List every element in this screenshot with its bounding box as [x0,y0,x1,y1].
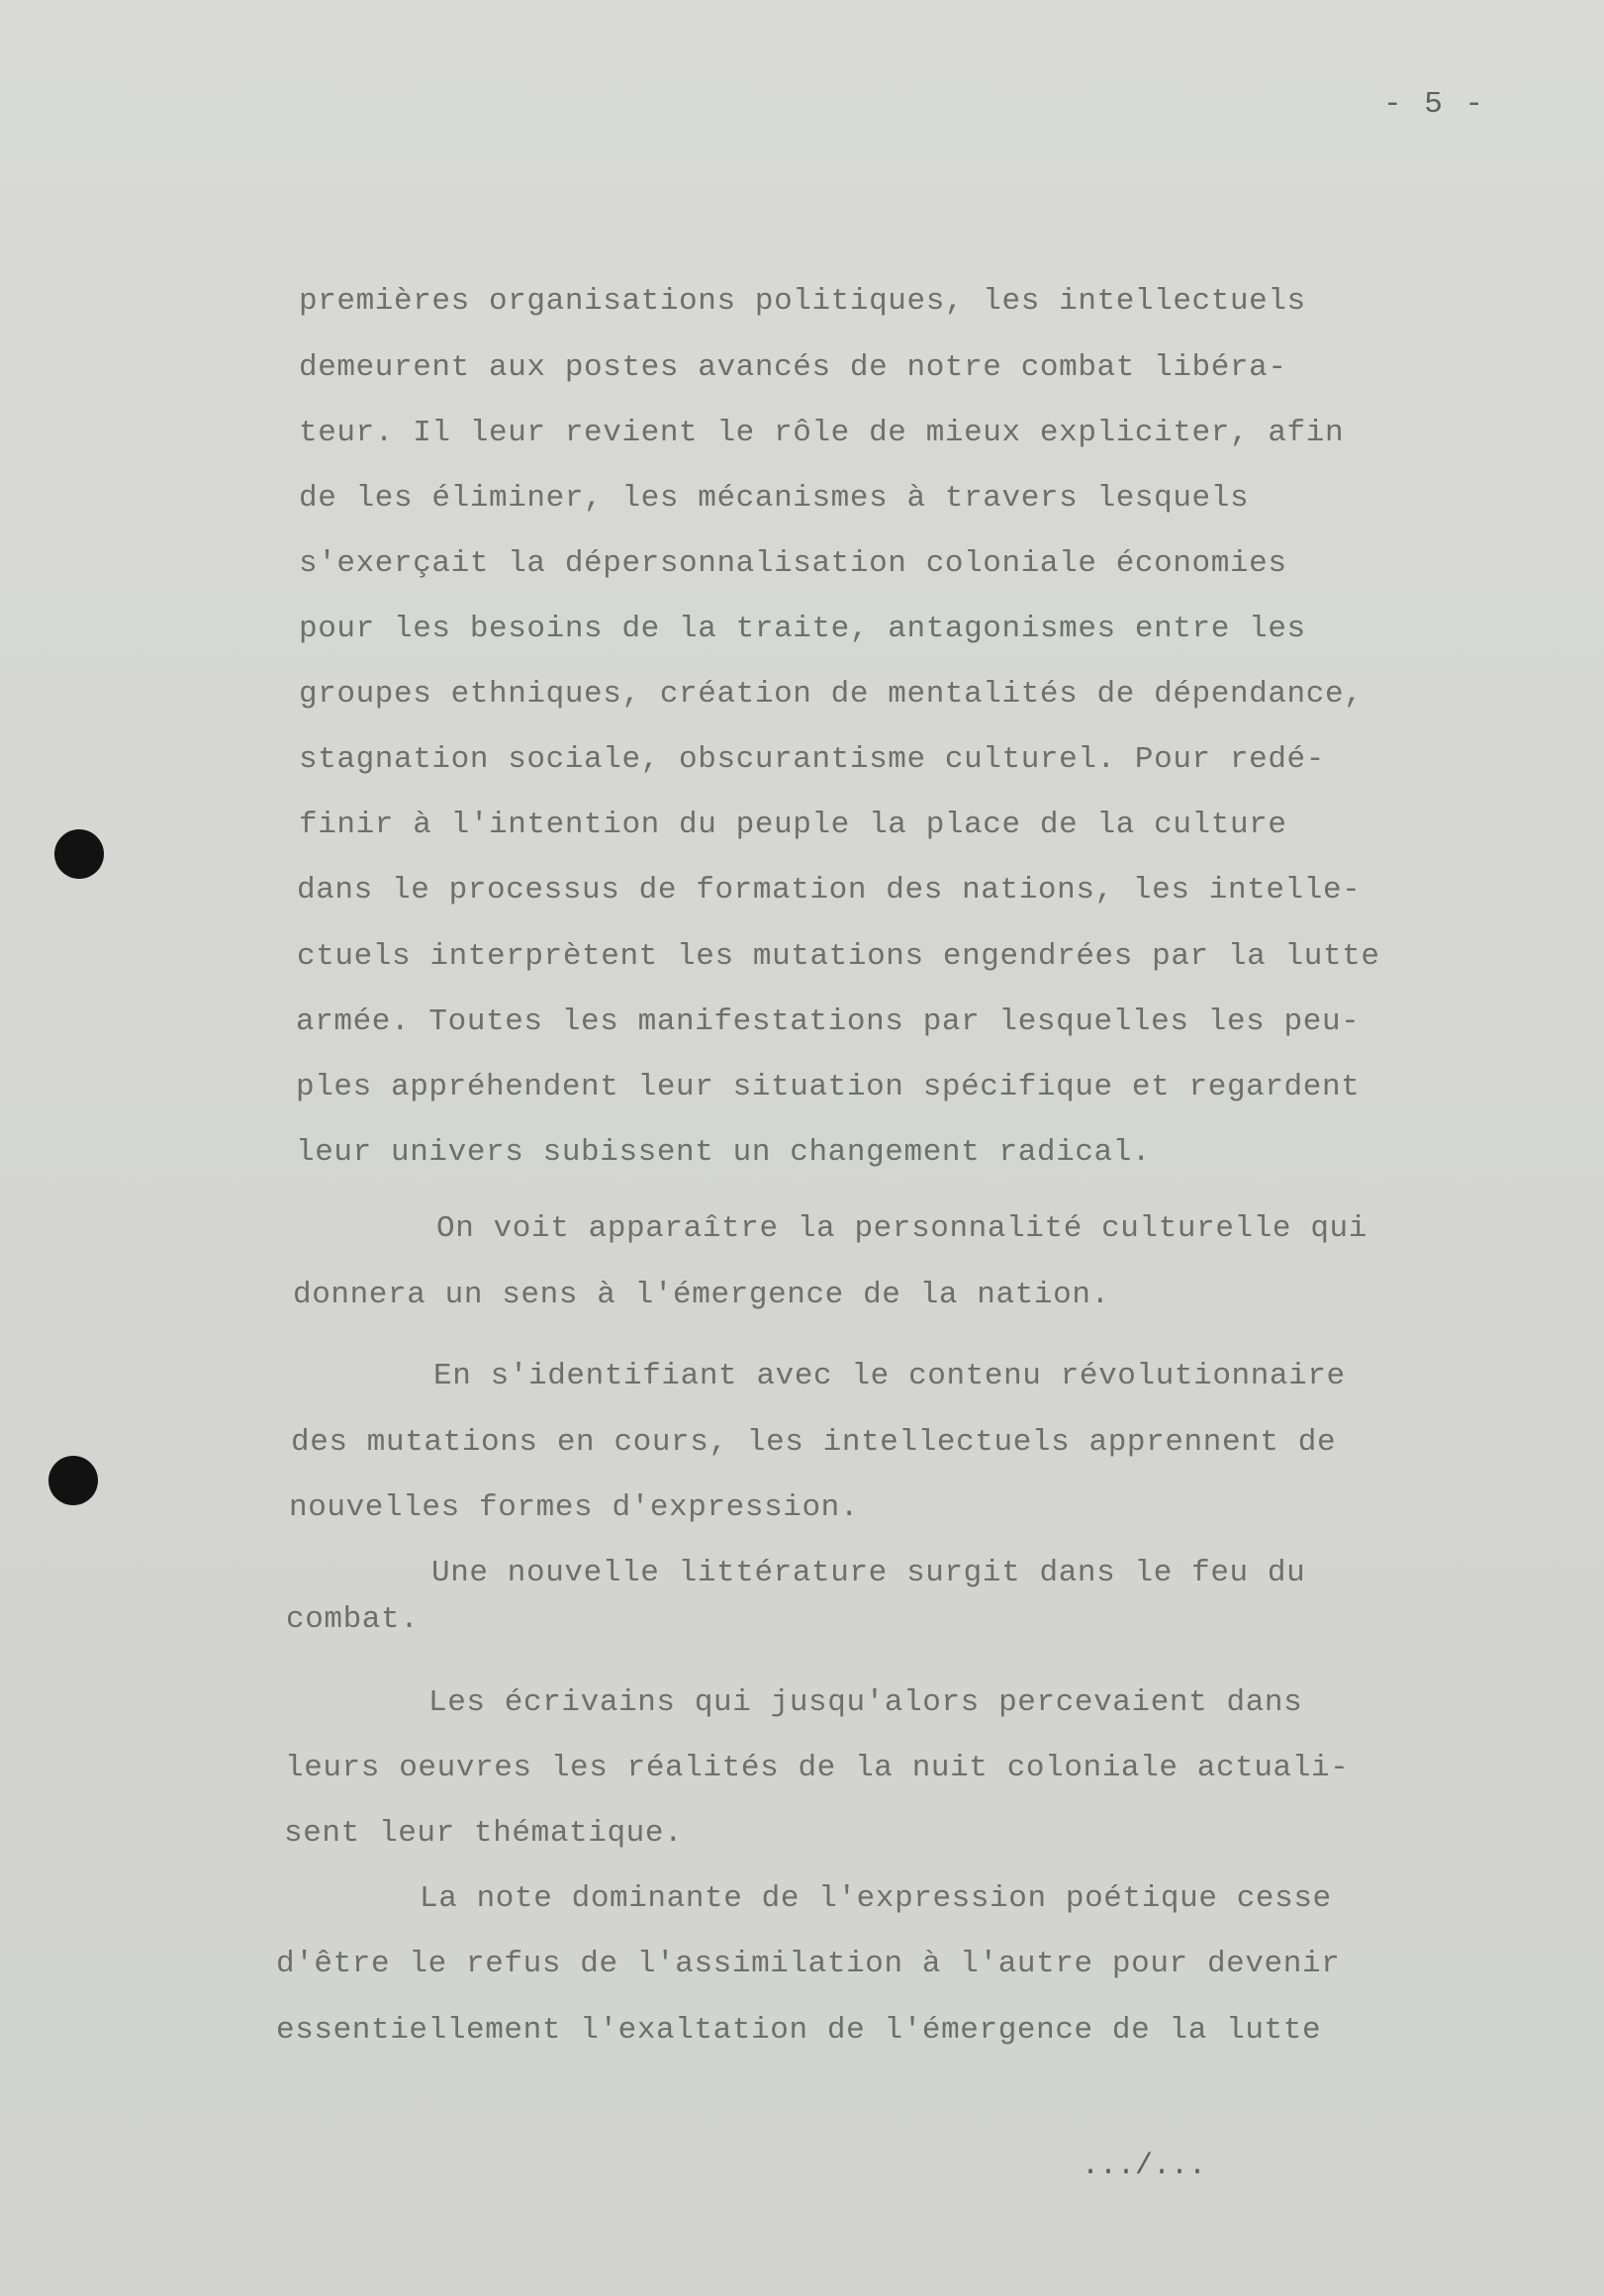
page-number: - 5 - [1383,87,1486,122]
text-line: sent leur thématique. [284,1816,684,1851]
text-line: dans le processus de formation des nations, les intelle- [297,873,1362,908]
punch-hole-bottom [48,1456,98,1505]
text-line: finir à l'intention du peuple la place de la culture [299,808,1287,842]
punch-hole-top [54,829,104,879]
text-line: nouvelles formes d'expression. [289,1490,860,1525]
text-line: teur. Il leur revient le rôle de mieux expliciter, afin [299,416,1345,450]
text-line: demeurent aux postes avancés de notre combat libéra- [299,350,1287,385]
text-line: leurs oeuvres les réalités de la nuit coloniale actuali- [285,1751,1350,1785]
text-line: d'être le refus de l'assimilation à l'autre pour devenir [276,1947,1341,1981]
text-line: Une nouvelle littérature surgit dans le feu du [431,1556,1306,1590]
text-line: des mutations en cours, les intellectuels apprennent de [291,1425,1337,1460]
text-line: La note dominante de l'expression poétique cesse [420,1881,1332,1916]
text-line: groupes ethniques, création de mentalités de dépendance, [299,677,1364,712]
text-line: ctuels interprètent les mutations engendrées par la lutte [297,939,1380,974]
text-line: Les écrivains qui jusqu'alors percevaient dans [428,1685,1303,1720]
text-line: premières organisations politiques, les intellectuels [299,284,1306,319]
text-line: En s'identifiant avec le contenu révolutionnaire [433,1359,1346,1393]
text-line: pour les besoins de la traite, antagonismes entre les [299,612,1306,646]
text-line: ples appréhendent leur situation spécifique et regardent [296,1070,1361,1104]
text-line: s'exerçait la dépersonnalisation coloniale économies [299,546,1287,581]
text-line: essentiellement l'exaltation de l'émergence de la lutte [276,2013,1322,2048]
text-line: stagnation sociale, obscurantisme culturel. Pour redé- [299,742,1325,777]
text-line: donnera un sens à l'émergence de la nation. [293,1278,1110,1312]
text-line: leur univers subissent un changement radical. [296,1135,1152,1170]
text-line: On voit apparaître la personnalité culturelle qui [436,1211,1368,1246]
text-line: de les éliminer, les mécanismes à travers lesquels [299,481,1250,516]
continuation-mark: .../... [1082,2150,1207,2183]
text-line: armée. Toutes les manifestations par lesquelles les peu- [296,1004,1361,1039]
text-line: combat. [286,1602,420,1637]
